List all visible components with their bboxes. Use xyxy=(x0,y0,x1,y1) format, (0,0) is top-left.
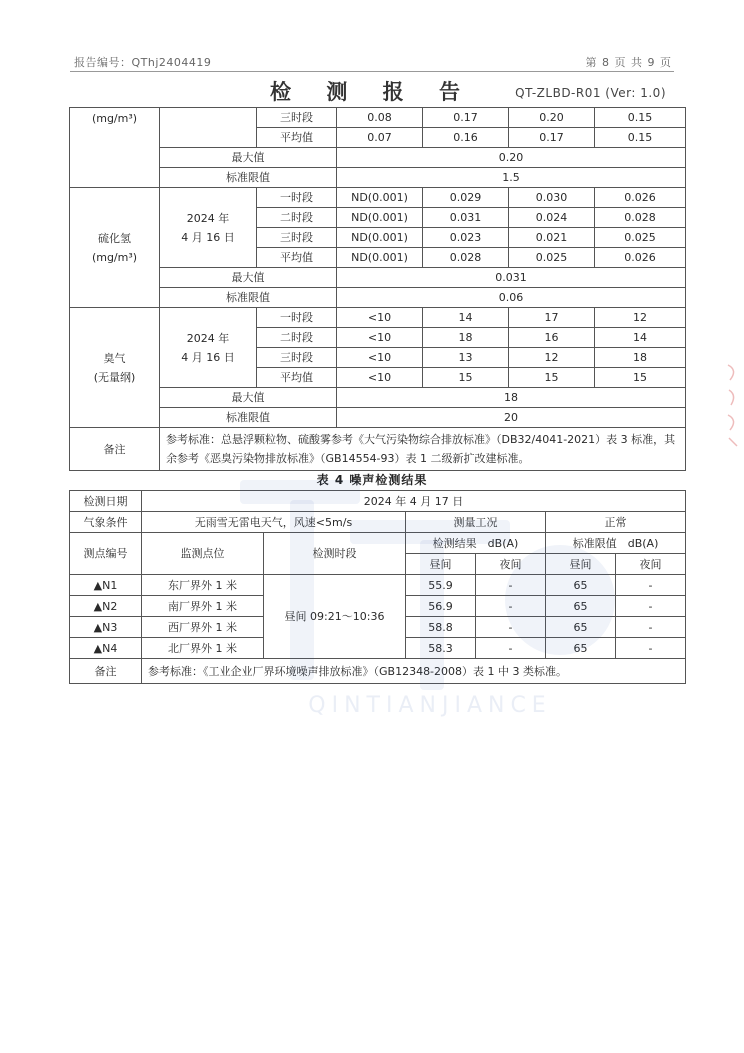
period-label: 二时段 xyxy=(257,328,337,348)
value-cell: 0.024 xyxy=(509,208,595,228)
table-row xyxy=(70,268,686,288)
remark-label: 备注 xyxy=(70,659,142,684)
point-id: ▲N4 xyxy=(70,638,142,659)
document-code: QT-ZLBD-R01 (Ver: 1.0) xyxy=(515,86,666,100)
noise-results-table xyxy=(69,490,686,684)
period-label: 三时段 xyxy=(257,348,337,368)
period-label: 平均值 xyxy=(257,128,337,148)
remark-label: 备注 xyxy=(70,428,160,471)
table-row xyxy=(70,288,686,308)
pollutant-name: 臭气 xyxy=(103,351,126,365)
point-location: 西厂界外 1 米 xyxy=(142,617,264,638)
table-row xyxy=(70,659,686,684)
watermark-text: QINTIANJIANCE xyxy=(308,693,552,718)
table-row xyxy=(70,108,686,128)
header-divider xyxy=(70,71,674,72)
table-row xyxy=(70,491,686,512)
limit-day: 65 xyxy=(546,638,616,659)
edge-stamp-mark xyxy=(726,360,740,454)
value-cell: 17 xyxy=(509,308,595,328)
limit-label: 标准限值 xyxy=(160,288,337,308)
value-cell: <10 xyxy=(337,308,423,328)
value-cell: 0.026 xyxy=(595,188,686,208)
col-result: 检测结果 dB(A) xyxy=(406,533,546,554)
value-cell: 0.15 xyxy=(595,108,686,128)
table-row xyxy=(70,575,686,596)
value-cell: 0.08 xyxy=(337,108,423,128)
value-cell: ND(0.001) xyxy=(337,208,423,228)
col-night: 夜间 xyxy=(476,554,546,575)
col-limit: 标准限值 dB(A) xyxy=(546,533,686,554)
col-point-no: 测点编号 xyxy=(70,533,142,575)
value-cell: 0.028 xyxy=(423,248,509,268)
value-cell: 0.026 xyxy=(595,248,686,268)
table-row xyxy=(70,188,686,208)
point-location: 南厂界外 1 米 xyxy=(142,596,264,617)
limit-day: 65 xyxy=(546,596,616,617)
value-cell: 0.029 xyxy=(423,188,509,208)
value-cell: 15 xyxy=(509,368,595,388)
gas-results-table xyxy=(69,107,686,471)
pollutant-unit-cell: (mg/m³) xyxy=(70,108,160,188)
col-day: 昼间 xyxy=(406,554,476,575)
value-cell: 0.20 xyxy=(509,108,595,128)
date-cell xyxy=(160,108,257,148)
pollutant-cell-odor xyxy=(70,308,160,428)
period-label: 平均值 xyxy=(257,368,337,388)
period-label: 平均值 xyxy=(257,248,337,268)
value-cell: ND(0.001) xyxy=(337,188,423,208)
limit-night: - xyxy=(616,596,686,617)
period-label: 二时段 xyxy=(257,208,337,228)
limit-value: 0.06 xyxy=(337,288,686,308)
result-night: - xyxy=(476,617,546,638)
date-value: 2024 年 4 月 17 日 xyxy=(142,491,686,512)
value-cell: 15 xyxy=(423,368,509,388)
pollutant-name: 硫化氢 xyxy=(98,231,131,245)
date-label: 检测日期 xyxy=(70,491,142,512)
remark-text: 参考标准：《工业企业厂界环境噪声排放标准》（GB12348-2008）表 1 中 3 类标准。 xyxy=(142,659,686,684)
point-location: 东厂界外 1 米 xyxy=(142,575,264,596)
max-label: 最大值 xyxy=(160,388,337,408)
point-id: ▲N1 xyxy=(70,575,142,596)
value-cell: 12 xyxy=(595,308,686,328)
value-cell: 18 xyxy=(595,348,686,368)
result-night: - xyxy=(476,638,546,659)
result-day: 56.9 xyxy=(406,596,476,617)
value-cell: <10 xyxy=(337,328,423,348)
value-cell: 0.17 xyxy=(509,128,595,148)
value-cell: 12 xyxy=(509,348,595,368)
value-cell: 14 xyxy=(595,328,686,348)
period-label: 一时段 xyxy=(257,308,337,328)
date-year: 2024 年 xyxy=(186,211,230,225)
result-day: 55.9 xyxy=(406,575,476,596)
value-cell: 14 xyxy=(423,308,509,328)
table-row xyxy=(70,428,686,471)
report-title: 检 测 报 告 xyxy=(270,79,474,104)
value-cell: 15 xyxy=(595,368,686,388)
value-cell: 0.030 xyxy=(509,188,595,208)
pollutant-unit: (无量纲) xyxy=(93,370,136,384)
limit-night: - xyxy=(616,617,686,638)
col-period: 检测时段 xyxy=(264,533,406,575)
period-label: 一时段 xyxy=(257,188,337,208)
value-cell: <10 xyxy=(337,348,423,368)
value-cell: 0.023 xyxy=(423,228,509,248)
date-year: 2024 年 xyxy=(186,331,230,345)
result-night: - xyxy=(476,596,546,617)
value-cell: 0.025 xyxy=(595,228,686,248)
result-day: 58.3 xyxy=(406,638,476,659)
pollutant-cell-h2s xyxy=(70,188,160,308)
date-cell xyxy=(160,308,257,388)
value-cell: 0.15 xyxy=(595,128,686,148)
point-id: ▲N2 xyxy=(70,596,142,617)
weather-value: 无雨雪无雷电天气，风速<5m/s xyxy=(142,512,406,533)
table-row xyxy=(70,533,686,554)
value-cell: 0.025 xyxy=(509,248,595,268)
period-label: 三时段 xyxy=(257,228,337,248)
value-cell: ND(0.001) xyxy=(337,248,423,268)
limit-night: - xyxy=(616,638,686,659)
date-day: 4 月 16 日 xyxy=(181,230,235,244)
max-label: 最大值 xyxy=(160,268,337,288)
value-cell: <10 xyxy=(337,368,423,388)
point-location: 北厂界外 1 米 xyxy=(142,638,264,659)
table-row xyxy=(70,512,686,533)
remark-text: 参考标准：总悬浮颗粒物、硫酸雾参考《大气污染物综合排放标准》（DB32/4041-2021）表 3 标准，其余参考《恶臭污染物排放标准》（GB14554-93）表 1 二级新扩改建标准。 xyxy=(160,428,686,471)
result-day: 58.8 xyxy=(406,617,476,638)
result-night: - xyxy=(476,575,546,596)
date-cell xyxy=(160,188,257,268)
value-cell: 0.021 xyxy=(509,228,595,248)
max-value: 18 xyxy=(337,388,686,408)
col-day: 昼间 xyxy=(546,554,616,575)
value-cell: 0.17 xyxy=(423,108,509,128)
table-row xyxy=(70,148,686,168)
value-cell: 0.07 xyxy=(337,128,423,148)
max-value: 0.031 xyxy=(337,268,686,288)
page-indicator: 第 8 页 共 9 页 xyxy=(585,56,672,69)
limit-label: 标准限值 xyxy=(160,408,337,428)
period-value: 昼间 09:21～10:36 xyxy=(264,575,406,659)
pollutant-unit: (mg/m³) xyxy=(91,250,138,264)
table4-caption: 表 4 噪声检测结果 xyxy=(316,473,428,487)
value-cell: 18 xyxy=(423,328,509,348)
max-value: 0.20 xyxy=(337,148,686,168)
limit-day: 65 xyxy=(546,617,616,638)
limit-value: 20 xyxy=(337,408,686,428)
value-cell: 0.16 xyxy=(423,128,509,148)
weather-label: 气象条件 xyxy=(70,512,142,533)
period-label: 三时段 xyxy=(257,108,337,128)
table-row xyxy=(70,308,686,328)
value-cell: 13 xyxy=(423,348,509,368)
limit-day: 65 xyxy=(546,575,616,596)
condition-value: 正常 xyxy=(546,512,686,533)
col-location: 监测点位 xyxy=(142,533,264,575)
table-row xyxy=(70,168,686,188)
point-id: ▲N3 xyxy=(70,617,142,638)
value-cell: ND(0.001) xyxy=(337,228,423,248)
max-label: 最大值 xyxy=(160,148,337,168)
condition-label: 测量工况 xyxy=(406,512,546,533)
value-cell: 16 xyxy=(509,328,595,348)
table-row xyxy=(70,408,686,428)
value-cell: 0.031 xyxy=(423,208,509,228)
table-row xyxy=(70,388,686,408)
limit-label: 标准限值 xyxy=(160,168,337,188)
limit-value: 1.5 xyxy=(337,168,686,188)
value-cell: 0.028 xyxy=(595,208,686,228)
report-number: 报告编号：QThj2404419 xyxy=(74,56,212,69)
limit-night: - xyxy=(616,575,686,596)
date-day: 4 月 16 日 xyxy=(181,350,235,364)
col-night: 夜间 xyxy=(616,554,686,575)
